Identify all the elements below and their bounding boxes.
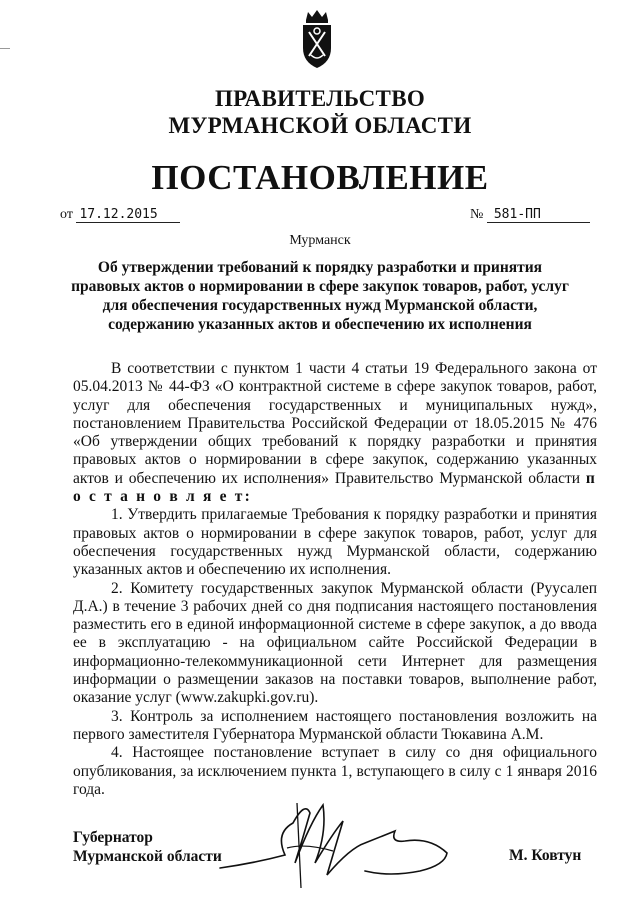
decree-word: п о с т а н о в л я е т: xyxy=(73,469,598,506)
document-subject: Об утверждении требований к порядку разработки и принятия правовых актов о нормировании в сфере закупок товаров, работ, услуг для обеспечения государственных нужд Мурманской области, содержанию указанных актов и обеспечению их исполнения xyxy=(71,259,569,333)
number-prefix: № xyxy=(470,207,484,222)
document-type-title: ПОСТАНОВЛЕНИЕ xyxy=(151,158,489,197)
number-field xyxy=(470,207,590,223)
paragraph-item-1: 1. Утвердить прилагаемые Требования к порядку разработки и принятия правовых актов о нормировании в сфере закупок товаров, работ, услуг для обеспечения государственных нужд Мурманской области, содержанию указанных актов и обеспечению их исполнения. xyxy=(73,506,597,579)
date-prefix: от xyxy=(60,207,73,222)
paragraph-item-3: 3. Контроль за исполнением настоящего постановления возложить на первого заместителя Губернатора Мурманской области Тюкавина А.М. xyxy=(73,707,597,743)
handwritten-signature xyxy=(215,793,480,893)
paragraph-item-2: 2. Комитету государственных закупок Мурманской области (Руусалеп Д.А.) в течение 3 рабочих дней со дня подписания настоящего постановления разместить его в единой информационной системе в сфере закупок, а до ввода ее в эксплуатацию - на официальном сайте Российской Федерации в информационно-телекоммуникационной сети Интернет для размещения информации о размещении заказов на поставки товаров, выполнение работ, оказание услуг (www.zakupki.gov.ru). xyxy=(73,579,597,707)
signatory-name: М. Ковтун xyxy=(509,847,582,864)
document-body xyxy=(73,360,597,799)
paragraph-preamble xyxy=(73,360,597,506)
coat-of-arms-icon xyxy=(298,8,336,70)
date-field xyxy=(60,207,180,223)
paragraph-item-4: 4. Настоящее постановление вступает в силу со дня официального опубликования, за исключением пункта 1, вступающего в силу с 1 января 2016 года. xyxy=(73,744,597,798)
margin-mark xyxy=(0,48,10,49)
preamble-text: В соответствии с пунктом 1 части 4 статьи 19 Федерального закона от 05.04.2013 № 44-ФЗ «О контрактной системе в сфере закупок товаров, работ, услуг для обеспечения государственных и муниципальных нужд», постановлением Правительства Российской Федерации от 18.05.2015 № 476 «Об утверждении общих требований к порядку разработки и принятия правовых актов о нормировании в сфере закупок, содержанию указанных актов и обеспечению их исполнения» Правительство Мурманской области xyxy=(73,360,597,487)
government-title-line1: ПРАВИТЕЛЬСТВО xyxy=(214,86,426,111)
signatory-title-line2: Мурманской области xyxy=(73,848,222,865)
city-name: Мурманск xyxy=(289,233,351,248)
government-title-line2: МУРМАНСКОЙ ОБЛАСТИ xyxy=(168,113,472,138)
date-value: 17.12.2015 xyxy=(76,207,180,223)
number-value: 581-ПП xyxy=(487,207,590,223)
signatory-title xyxy=(73,828,222,866)
signatory-title-line1: Губернатор xyxy=(73,829,153,846)
